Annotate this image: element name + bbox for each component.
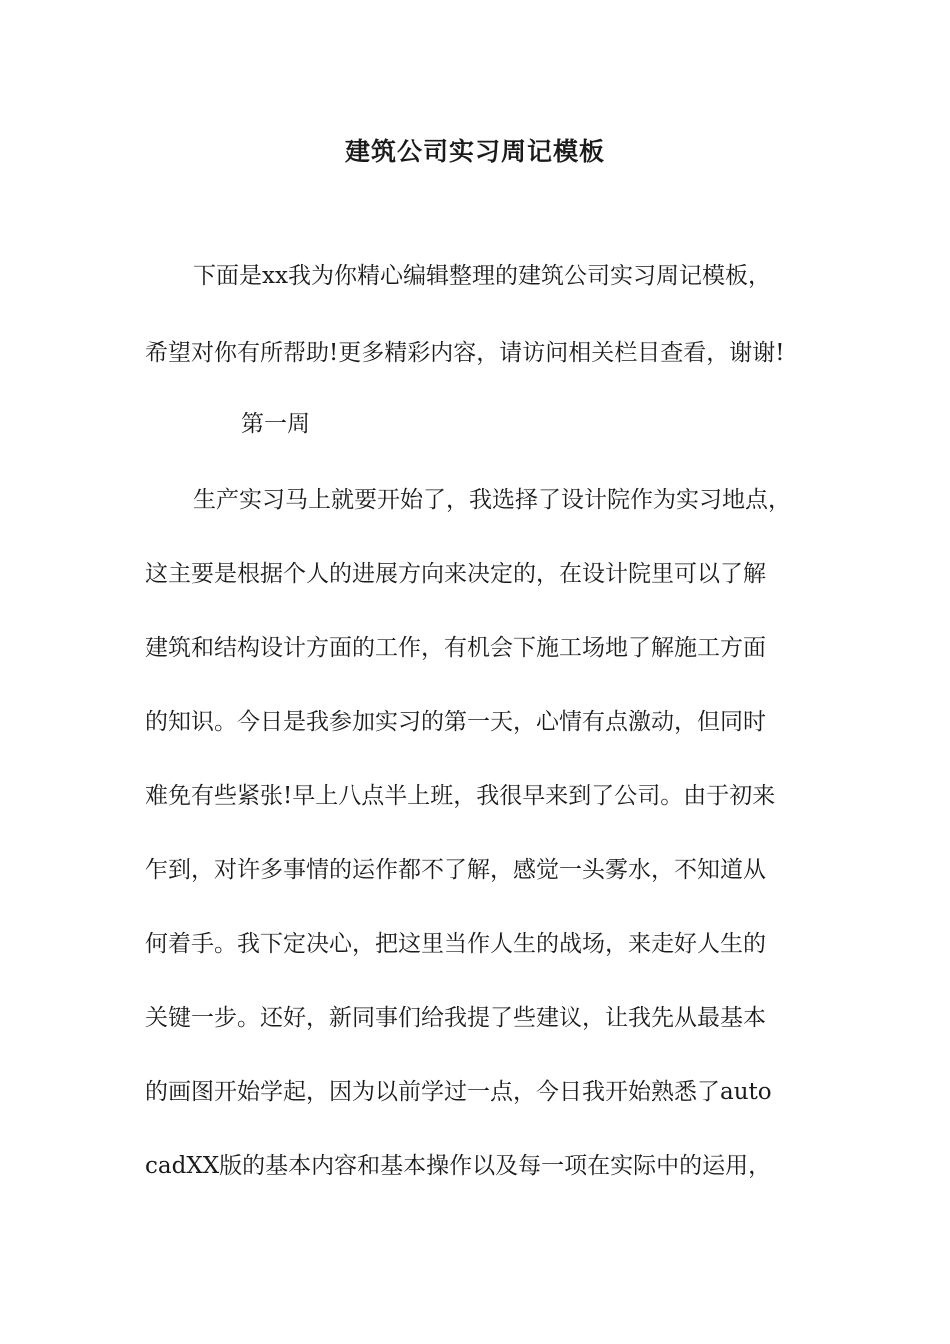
body-line-1: 生产实习马上就要开始了，我选择了设计院作为实习地点， bbox=[193, 487, 791, 513]
body-line-7: 何着手。我下定决心，把这里当作人生的战场，来走好人生的 bbox=[145, 931, 766, 957]
body-line-2: 这主要是根据个人的进展方向来决定的，在设计院里可以了解 bbox=[145, 561, 766, 587]
body-line-10: cadXX版的基本内容和基本操作以及每一项在实际中的运用， bbox=[145, 1153, 772, 1179]
intro-line-1: 下面是xx我为你精心编辑整理的建筑公司实习周记模板， bbox=[193, 263, 771, 289]
body-line-3: 建筑和结构设计方面的工作，有机会下施工场地了解施工方面 bbox=[145, 635, 766, 661]
body-line-5: 难免有些紧张!早上八点半上班，我很早来到了公司。由于初来 bbox=[145, 783, 776, 809]
body-line-8: 关键一步。还好，新同事们给我提了些建议，让我先从最基本 bbox=[145, 1005, 766, 1031]
body-line-9: 的画图开始学起，因为以前学过一点，今日我开始熟悉了auto bbox=[145, 1079, 772, 1105]
body-line-6: 乍到，对许多事情的运作都不了解，感觉一头雾水，不知道从 bbox=[145, 857, 766, 883]
document-title: 建筑公司实习周记模板 bbox=[344, 137, 605, 166]
section-heading-week-1: 第一周 bbox=[241, 411, 310, 437]
body-line-4: 的知识。今日是我参加实习的第一天，心情有点激动，但同时 bbox=[145, 709, 766, 735]
intro-line-2: 希望对你有所帮助!更多精彩内容，请访问相关栏目查看，谢谢! bbox=[145, 340, 785, 366]
